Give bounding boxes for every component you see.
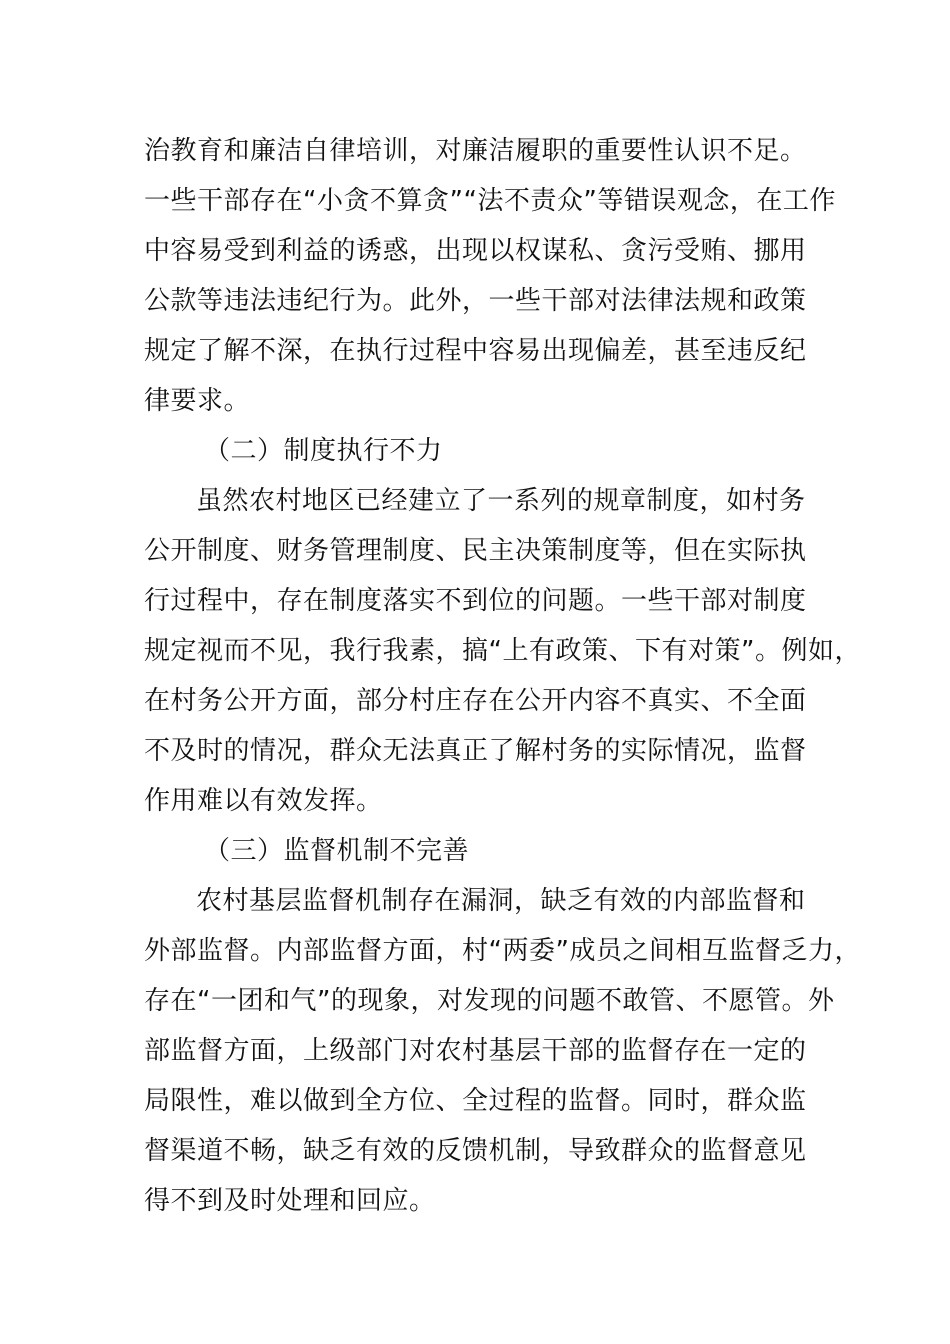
paragraph-3-line-7: 得不到及时处理和回应。 [144,1186,436,1216]
paragraph-2-line-4: 规定视而不见，我行我素，搞“上有政策、下有对策”。例如， [144,636,861,666]
paragraph-2-line-1: 虽然农村地区已经建立了一系列的规章制度，如村务 [196,486,806,516]
paragraph-2-line-3: 行过程中，存在制度落实不到位的问题。一些干部对制度 [144,586,807,616]
paragraph-3-line-1: 农村基层监督机制存在漏洞，缺乏有效的内部监督和 [196,886,806,916]
paragraph-3-line-3: 存在“一团和气”的现象，对发现的问题不敢管、不愿管。外 [144,986,835,1016]
paragraph-1-line-6: 律要求。 [144,386,251,416]
paragraph-1-line-1: 治教育和廉洁自律培训，对廉洁履职的重要性认识不足。 [144,136,807,166]
section-heading-2: （二）制度执行不力 [204,436,443,466]
paragraph-3-line-2: 外部监督。内部监督方面，村“两委”成员之间相互监督乏力， [144,936,861,966]
paragraph-1-line-3: 中容易受到利益的诱惑，出现以权谋私、贪污受贿、挪用 [144,236,807,266]
paragraph-2-line-7: 作用难以有效发挥。 [144,786,383,816]
document-body [144,126,861,1226]
paragraph-1-line-5: 规定了解不深，在执行过程中容易出现偏差，甚至违反纪 [144,336,807,366]
paragraph-3-line-6: 督渠道不畅，缺乏有效的反馈机制，导致群众的监督意见 [144,1136,807,1166]
paragraph-2-line-5: 在村务公开方面，部分村庄存在公开内容不真实、不全面 [144,686,807,716]
paragraph-1-line-4: 公款等违法违纪行为。此外，一些干部对法律法规和政策 [144,286,807,316]
paragraph-3-line-4: 部监督方面，上级部门对农村基层干部的监督存在一定的 [144,1036,807,1066]
paragraph-3-line-5: 局限性，难以做到全方位、全过程的监督。同时，群众监 [144,1086,807,1116]
paragraph-2-line-2: 公开制度、财务管理制度、民主决策制度等，但在实际执 [144,536,807,566]
paragraph-1-line-2: 一些干部存在“小贪不算贪”“法不责众”等错误观念，在工作 [144,186,836,216]
section-heading-3: （三）监督机制不完善 [204,836,470,866]
paragraph-2-line-6: 不及时的情况，群众无法真正了解村务的实际情况，监督 [144,736,807,766]
